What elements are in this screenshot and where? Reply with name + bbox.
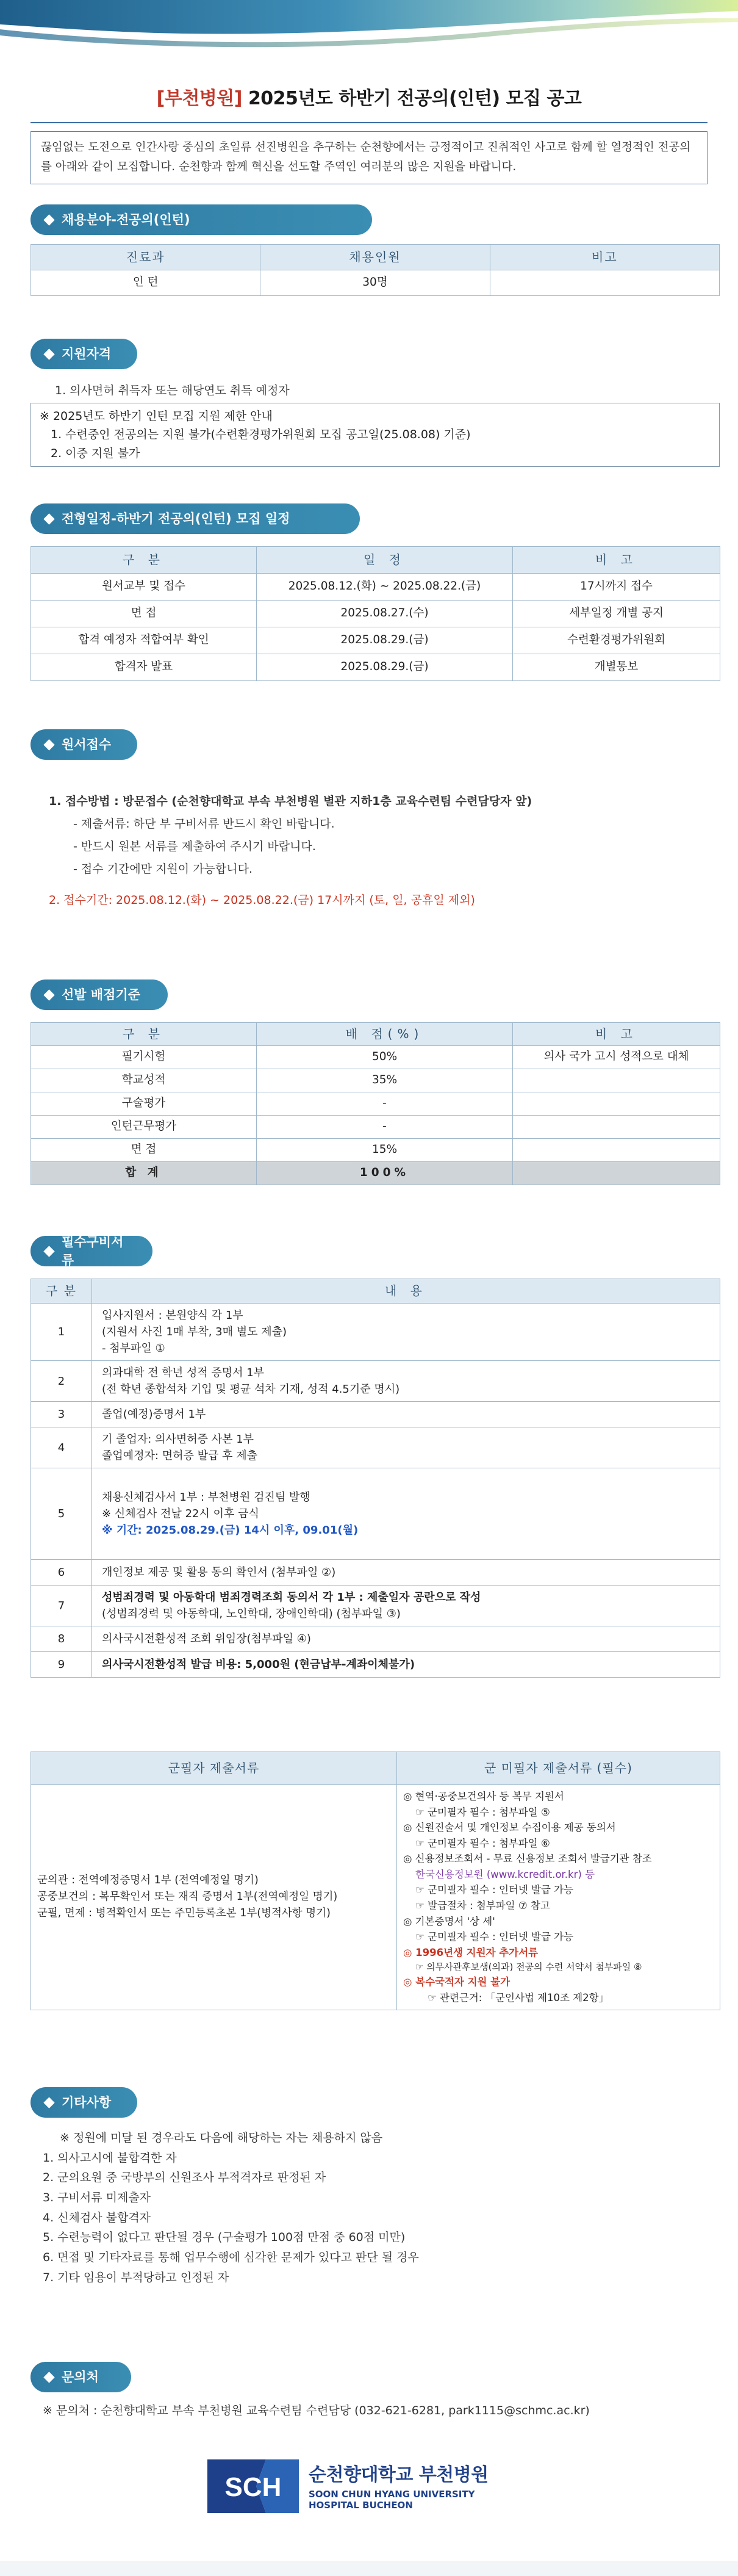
list-item: 4. 신체검사 불합격자	[43, 2210, 151, 2224]
table-cell: 세부일정 개별 공지	[513, 601, 720, 627]
application-note: - 제출서류: 하단 부 구비서류 반드시 확인 바랍니다.	[73, 817, 335, 831]
doc-line: 의과대학 전 학년 성적 증명서 1부	[102, 1366, 265, 1379]
application-note: - 접수 기간에만 지원이 가능합니다.	[73, 862, 253, 876]
schedule-table	[30, 546, 720, 681]
total-cell: 합 계	[31, 1162, 257, 1185]
application-method: 1. 접수방법 : 방문접수 (순천향대학교 부속 부천병원 별관 지하1층 교육수련팀 수련담당자 앞)	[49, 795, 532, 808]
table-cell: 2025.08.12.(화) ~ 2025.08.22.(금)	[257, 574, 513, 601]
section-documents-header	[30, 1236, 152, 1266]
logo-name-en: HOSPITAL BUCHEON	[309, 2499, 413, 2511]
table-cell: 15%	[257, 1139, 513, 1162]
diamond-icon	[43, 214, 54, 225]
section-title: 기타사항	[62, 2094, 112, 2110]
doc-line: 군필, 면제 : 병적확인서 또는 주민등록초본 1부(병적사항 명기)	[37, 1907, 331, 1920]
logo-mark-text: SCH	[224, 2472, 282, 2502]
diamond-icon	[43, 989, 54, 1000]
col-header: 비 고	[513, 1023, 720, 1046]
doc-line-highlight: ◎ 1996년생 지원자 추가서류	[403, 1946, 539, 1958]
qualification-item: 1. 의사면허 취득자 또는 해당연도 취득 예정자	[55, 384, 290, 397]
logo-name-en: SOON CHUN HYANG UNIVERSITY	[309, 2488, 475, 2500]
table-cell: 합격자 발표	[31, 654, 257, 681]
row-number: 4	[31, 1427, 92, 1468]
table-cell: 인 턴	[31, 270, 260, 296]
diamond-icon	[43, 2372, 54, 2383]
title-divider	[30, 122, 708, 123]
table-cell: 17시까지 접수	[513, 574, 720, 601]
row-number: 5	[31, 1468, 92, 1560]
section-title: 채용분야-전공의(인턴)	[62, 212, 190, 227]
col-header: 군 미필자 제출서류 (필수)	[397, 1752, 720, 1785]
doc-line: ☞ 의무사관후보생(의과) 전공의 수련 서약서 첨부파일 ⑧	[415, 1961, 642, 1973]
application-block	[30, 790, 720, 912]
credit-link[interactable]: 한국신용정보원 (www.kcredit.or.kr) 등	[415, 1868, 595, 1880]
doc-line: 개인정보 제공 및 활용 동의 확인서 (첨부파일 ②)	[102, 1566, 336, 1579]
section-schedule-header	[30, 503, 360, 534]
col-header: 일 정	[257, 547, 513, 574]
doc-line: 기 졸업자: 의사면허증 사본 1부	[102, 1433, 254, 1446]
section-title: 필수구비서류	[61, 1234, 124, 1268]
notice-item: 1. 수련중인 전공의는 지원 불가(수련환경평가위원회 모집 공고일(25.08.08) 기준)	[51, 428, 471, 442]
etc-block	[30, 2128, 720, 2287]
page-title	[0, 85, 738, 112]
table-cell: 30명	[260, 270, 490, 296]
table-cell	[513, 1139, 720, 1162]
table-cell: 2025.08.29.(금)	[257, 627, 513, 654]
table-cell	[490, 270, 719, 296]
doc-line: 졸업(예정)증명서 1부	[102, 1408, 206, 1421]
documents-table	[30, 1279, 720, 1678]
table-cell: 구술평가	[31, 1092, 257, 1116]
hospital-logo	[207, 2459, 489, 2513]
doc-line: ◎ 신용정보조회서 - 무료 신용정보 조회서 발급기관 참조	[403, 1853, 652, 1865]
table-cell: 2025.08.29.(금)	[257, 654, 513, 681]
etc-lead: ※ 정원에 미달 된 경우라도 다음에 해당하는 자는 채용하지 않음	[60, 2131, 383, 2145]
doc-line: ◎ 기본증명서 '상 세'	[403, 1915, 495, 1927]
table-row	[92, 1468, 720, 1560]
total-cell: 100%	[257, 1162, 513, 1185]
table-cell: 의사 국가 고시 성적으로 대체	[513, 1046, 720, 1069]
logo-text	[309, 2462, 489, 2511]
qualification-notice-box	[30, 403, 720, 467]
section-title: 선발 배점기준	[62, 987, 141, 1002]
table-cell	[513, 1092, 720, 1116]
doc-line: (전 학년 종합석차 기입 및 평균 석차 기재, 성적 4.5기준 명시)	[102, 1383, 400, 1396]
table-row	[92, 1304, 720, 1361]
doc-line: ◎ 현역·공중보건의사 등 복무 지원서	[403, 1791, 564, 1802]
col-header: 비 고	[513, 547, 720, 574]
application-period: 2. 접수기간: 2025.08.12.(화) ~ 2025.08.22.(금) 17시까지 (토, 일, 공휴일 제외)	[49, 893, 475, 907]
table-row	[92, 1402, 720, 1427]
section-title: 원서접수	[62, 737, 112, 752]
table-row	[92, 1586, 720, 1626]
doc-line: ☞ 관련근거: 「군인사법 제10조 제2항」	[428, 1992, 609, 2004]
table-cell: 35%	[257, 1069, 513, 1092]
contact-text: ※ 문의처 : 순천향대학교 부속 부천병원 교육수련팀 수련담당 (032-621-6281, park1115@schmc.ac.kr)	[43, 2404, 590, 2417]
list-item: 6. 면접 및 기타자료를 통해 업무수행에 심각한 문제가 있다고 판단 될 경우	[43, 2251, 419, 2265]
total-cell	[513, 1162, 720, 1185]
row-number: 3	[31, 1402, 92, 1427]
row-number: 6	[31, 1560, 92, 1586]
diamond-icon	[43, 2097, 54, 2108]
row-number: 9	[31, 1652, 92, 1678]
col-header: 군필자 제출서류	[31, 1752, 397, 1785]
table-row	[92, 1361, 720, 1402]
military-pending-docs	[397, 1785, 720, 2010]
list-item: 2. 군의요원 중 국방부의 신원조사 부적격자로 판정된 자	[43, 2171, 326, 2185]
title-text: 2025년도 하반기 전공의(인턴) 모집 공고	[248, 88, 582, 109]
section-contact-header	[30, 2362, 131, 2392]
diamond-icon	[43, 513, 54, 524]
list-item: 1. 의사고시에 불합격한 자	[43, 2151, 177, 2165]
table-row	[92, 1427, 720, 1468]
section-field-header	[30, 204, 372, 235]
diamond-icon	[43, 348, 54, 359]
section-etc-header	[30, 2087, 137, 2118]
table-cell	[513, 1069, 720, 1092]
table-cell: -	[257, 1116, 513, 1139]
section-selection-header	[30, 980, 168, 1010]
table-cell: 원서교부 및 접수	[31, 574, 257, 601]
doc-line: ☞ 군미필자 필수 : 첨부파일 ⑥	[415, 1837, 550, 1849]
doc-line-highlight: ※ 기간: 2025.08.29.(금) 14시 이후, 09.01(월)	[102, 1524, 359, 1537]
doc-line: 입사지원서 : 본원양식 각 1부	[102, 1309, 243, 1322]
diamond-icon	[43, 1246, 54, 1257]
table-cell: 인턴근무평가	[31, 1116, 257, 1139]
row-number: 1	[31, 1304, 92, 1361]
diamond-icon	[43, 739, 54, 750]
intro-text: 끊임없는 도전으로 인간사랑 중심의 초일류 선진병원을 추구하는 순천향에서는 긍정적이고 진취적인 사고로 함께 할 열정적인 전공의를 아래와 같이 모집합니다. 순천향과 함께 혁신을 선도할 주역인 여러분의 많은 지원을 바랍니다.	[30, 131, 708, 184]
table-row	[92, 1652, 720, 1678]
doc-line: (지원서 사진 1매 부착, 3매 별도 제출)	[102, 1326, 287, 1338]
application-note: - 반드시 원본 서류를 제출하여 주시기 바랍니다.	[73, 840, 316, 854]
table-cell	[513, 1116, 720, 1139]
sch-logo-mark	[207, 2459, 299, 2513]
col-header: 진료과	[31, 245, 260, 270]
notice-title: ※ 2025년도 하반기 인턴 모집 지원 제한 안내	[40, 409, 273, 423]
doc-line: ※ 신체검사 전날 22시 이후 금식	[102, 1507, 259, 1520]
table-cell: 50%	[257, 1046, 513, 1069]
brand-label: [부천병원]	[156, 88, 242, 109]
military-completed-docs	[31, 1785, 397, 2010]
col-header: 배 점(%)	[257, 1023, 513, 1046]
logo-name-ko: 순천향대학교 부천병원	[309, 2464, 489, 2486]
doc-line-highlight: ◎ 복수국적자 지원 불가	[403, 1976, 511, 1988]
doc-line: 의사국시전환성적 조회 위임장(첨부파일 ④)	[102, 1633, 311, 1645]
doc-line: - 첨부파일 ①	[102, 1342, 165, 1355]
col-header: 구 분	[31, 1279, 92, 1304]
section-title: 문의처	[62, 2369, 99, 2384]
row-number: 2	[31, 1361, 92, 1402]
doc-line: (성범죄경력 및 아동학대, 노인학대, 장애인학대) (첨부파일 ③)	[102, 1607, 401, 1620]
table-cell: -	[257, 1092, 513, 1116]
table-cell: 개별통보	[513, 654, 720, 681]
col-header: 채용인원	[260, 245, 490, 270]
section-title: 전형일정-하반기 전공의(인턴) 모집 일정	[62, 511, 290, 526]
table-cell: 학교성적	[31, 1069, 257, 1092]
notice-item: 2. 이중 지원 불가	[51, 446, 140, 460]
table-cell: 면 접	[31, 1139, 257, 1162]
list-item: 7. 기타 임용이 부적당하고 인정된 자	[43, 2270, 229, 2284]
doc-line: ☞ 군미필자 필수 : 첨부파일 ⑤	[415, 1806, 550, 1818]
field-table	[30, 244, 720, 296]
military-documents-table	[30, 1752, 720, 2010]
list-item: 5. 수련능력이 없다고 판단될 경우 (구술평가 100점 만점 중 60점 미만)	[43, 2231, 406, 2245]
selection-table	[30, 1022, 720, 1185]
doc-line: ☞ 발급절차 : 첨부파일 ⑦ 참고	[415, 1899, 550, 1911]
table-cell: 합격 예정자 적합여부 확인	[31, 627, 257, 654]
col-header: 비고	[490, 245, 719, 270]
section-qualification-header	[30, 339, 137, 369]
row-number: 7	[31, 1586, 92, 1626]
doc-line: ☞ 군미필자 필수 : 인터넷 발급 가능	[415, 1931, 574, 1943]
doc-line: 공중보건의 : 복무확인서 또는 재직 증명서 1부(전역예정일 명기)	[37, 1891, 338, 1903]
list-item: 3. 구비서류 미제출자	[43, 2191, 151, 2205]
doc-line: ◎ 신원진술서 및 개인정보 수집이용 제공 동의서	[403, 1822, 616, 1834]
table-row	[92, 1626, 720, 1652]
row-number: 8	[31, 1626, 92, 1652]
col-header: 구 분	[31, 1023, 257, 1046]
table-cell: 수련환경평가위원회	[513, 627, 720, 654]
table-cell: 면 접	[31, 601, 257, 627]
doc-line: 채용신체검사서 1부 : 부천병원 검진팀 발행	[102, 1491, 310, 1504]
doc-line: 의사국시전환성적 발급 비용: 5,000원 (현금납부-계좌이체불가)	[102, 1658, 415, 1671]
doc-line: 졸업예정자: 면허증 발급 후 제출	[102, 1449, 257, 1462]
table-cell: 필기시험	[31, 1046, 257, 1069]
bottom-bar	[0, 2561, 738, 2576]
col-header: 내 용	[92, 1279, 720, 1304]
doc-line: ☞ 군미필자 필수 : 인터넷 발급 가능	[415, 1884, 574, 1896]
table-cell: 2025.08.27.(수)	[257, 601, 513, 627]
doc-line: 군의관 : 전역예정증명서 1부 (전역예정일 명기)	[37, 1874, 259, 1887]
header-wave-band	[0, 0, 738, 55]
section-application-header	[30, 729, 137, 760]
col-header: 구 분	[31, 547, 257, 574]
section-title: 지원자격	[62, 346, 112, 361]
doc-line: 성범죄경력 및 아동학대 범죄경력조회 동의서 각 1부 : 제출일자 공란으로 작성	[102, 1591, 481, 1604]
table-row	[92, 1560, 720, 1586]
